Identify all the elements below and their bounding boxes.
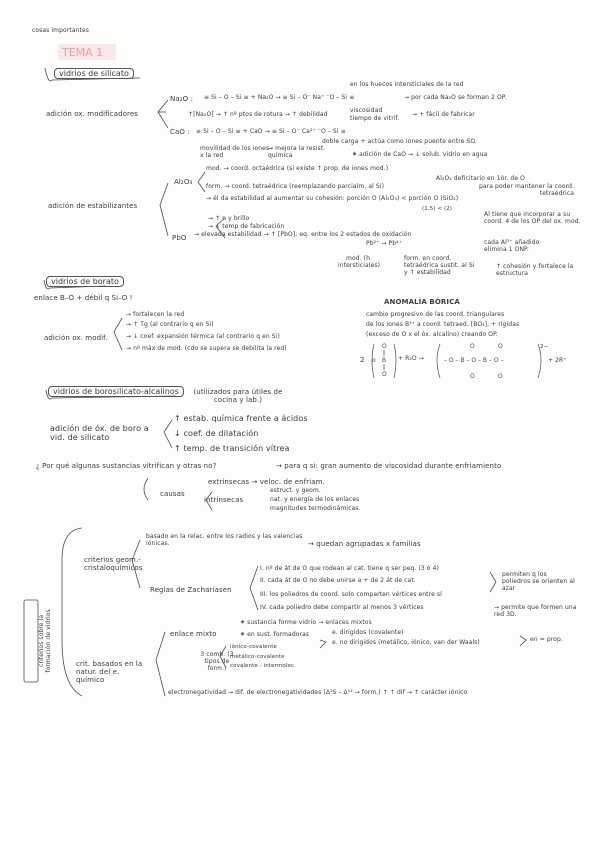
deficit-2: para poder mantener la coord. tetraédrica	[479, 183, 574, 197]
eq-right: + 2R⁺	[548, 357, 567, 364]
borato-effect-1: → fortalecen la red	[126, 311, 185, 318]
adicion-modificadores: adición ox. modificadores	[46, 110, 139, 118]
al2o3-label: Al₂O₃	[174, 178, 193, 186]
anomalia-line-1: cambio progresivo de las coord. triangulares	[366, 311, 505, 318]
zachariasen-4: IV. cada poliedro debe compartir al menos 3 vértices	[260, 604, 424, 611]
pb-ions: Pb²⁺ → Pb⁴⁺	[366, 240, 402, 247]
tiempo-vitrif: tiempo de vitrif.	[350, 115, 400, 122]
borosilicato-r3: ↑ temp. de transición vítrea	[174, 444, 290, 453]
borosilicato-r2: ↓ coef. de dilatación	[174, 429, 259, 438]
comb-3: covalente - intermolec.	[230, 663, 296, 669]
pbo-label: PbO	[172, 234, 187, 242]
en-prop: en = prop.	[530, 636, 563, 643]
tres-comb: 3 comb. (3 tipos de form.)	[200, 651, 234, 672]
mixto-2: ✷ en sust. formadoras	[240, 631, 310, 638]
question-text: ¿ Por qué algunas sustancias vitrifican y otras no?	[36, 462, 217, 470]
mejora-resist: → mejora la resist. química	[268, 145, 326, 159]
svg-text:O: O	[382, 343, 387, 350]
borosilicato-r1: ↑ estab. química frente a ácidos	[174, 414, 308, 423]
na2o-note: → por cada Na₂O se forman 2 OP.	[404, 94, 507, 101]
adicion-cao: ✷ adición de CaO → ↓ solub. vidrio en agua	[352, 151, 488, 158]
reglas-zachariasen: Reglas de Zachariasen	[150, 586, 232, 594]
boric-structure	[368, 340, 568, 386]
mod-coord: mod. → coord. octaédrica (si existe ↑ prop. de iones mod.)	[206, 165, 389, 172]
permiten-azar: permiten q los poliedros se orienten al azar	[502, 571, 575, 592]
eq-plus: + R₂O →	[398, 355, 424, 362]
anomalia-line-3: (exceso de O x el óx. alcalino) creando OP.	[366, 331, 498, 338]
causas-extrinsecas: extrínsecas → veloc. de enfriam.	[208, 478, 325, 486]
svg-text:– O – B – O – B – O –: – O – B – O – B – O –	[444, 357, 504, 364]
borosilicato-adicion: adición de óx. de boro a vid. de silicato	[50, 424, 149, 443]
comb-1: iónico-covalente	[230, 644, 277, 650]
intrinseca-3: magnitudes termodinámicas.	[270, 505, 361, 512]
comb-2: metálico-covalente	[230, 654, 285, 660]
na2o-label: Na₂O :	[170, 95, 194, 103]
criterios-vertical: criterios sobre la formación de vidrios	[38, 609, 52, 673]
na2o-equation: ≡ Si – O – Si ≡ + Na₂O → ≡ Si – O⁻ Na⁺ ⁻O – Si ≡	[204, 94, 355, 101]
causas-intrinsecas: intrínsecas	[204, 496, 244, 504]
borato-effect-4: → nº máx de mod. (cdo se supera se debilita la red)	[126, 345, 287, 352]
svg-text:O: O	[470, 373, 475, 380]
form-coord: form. → coord. tetraédrica (reemplazando parcialm. al Si)	[206, 183, 385, 190]
temp-fabric: → ↓ temp de fabricación	[208, 223, 285, 230]
brillo: → ↑ n y brillo	[208, 215, 250, 222]
svg-text:O: O	[470, 343, 475, 350]
anomalia-title: ANOMALÍA BÓRICA	[384, 298, 460, 306]
cao-label: CaO :	[170, 128, 190, 136]
mixto-no-dirigidos: e. no dirigidos (metálico, iónico, van der Waals)	[332, 639, 480, 646]
doble-carga: doble carga + actúa como iones puente entre SO.	[322, 138, 477, 145]
ratio: (1.5) < (2)	[422, 206, 453, 212]
svg-text:O: O	[498, 373, 503, 380]
electronegatividad: electronegatividad → dif. de electronegatividades (Δ¹S – Δ¹² → form.) ↑ ↑ dif → ↑ carácter iónico	[168, 689, 468, 696]
viscosidad: viscosidad	[350, 107, 383, 114]
eq-coef: 2	[360, 356, 365, 364]
causas-label: causas	[160, 490, 185, 498]
intrinseca-2: nat. y energía de los enlaces	[270, 496, 360, 503]
anomalia-line-2: de los iones B³⁺ a coord. tetraed. [BO₄], + rígidas	[366, 321, 520, 328]
svg-text:O: O	[382, 371, 387, 378]
cohesion-red: ↑ cohesión y fortalece la estructura	[496, 263, 574, 277]
zachariasen-2: II. cada át de O no debe unirse a + de 2 át de cat.	[260, 577, 416, 584]
svg-text:B: B	[382, 357, 387, 364]
criterios-quimico: crit. basados en la natur. del e. químico	[76, 660, 143, 685]
borato-adicion: adición ox. modif.	[44, 334, 108, 342]
criterios-agrupadas: → quedan agrupadas x familias	[308, 540, 421, 548]
tema-title: TEMA 1	[62, 46, 104, 59]
movilidad: movilidad de los iones x la red	[200, 145, 270, 159]
cao-equation: ≡ Si – O – Si ≡ + CaO → ≡ Si – O⁻ Ca²⁺ ⁻O – Si ≡	[196, 128, 346, 135]
zachariasen-3: III. los poliedros de coord. solo comparten vértices entre sí	[260, 591, 442, 598]
borosilicato-title: vidrios de borosilicato-alcalinos	[48, 386, 184, 397]
pbo-estabilidad: → elevada estabilidad → ↑ [PbO]: eq. entre los 2 estados de oxidación	[194, 231, 412, 238]
svg-text:O: O	[498, 343, 503, 350]
cada-al: cada Al³⁺ añadido elimina 1 ONP.	[484, 239, 540, 253]
estabilizantes-label: adición de estabilizantes	[48, 202, 138, 210]
mod-intersticiales: mod. (h. intersticiales)	[337, 255, 381, 269]
borato-effect-2: → ↑ Tg (al contrario q en Si)	[126, 321, 214, 328]
al-incorporar: Al tiene que incorporar a su coord. 4 de los OP del ox. mod.	[484, 211, 581, 225]
enlace-mixto: enlace mixto	[170, 630, 217, 638]
form-tetraedrica: form. en coord. tetraédrica sustit. al Si y ↑ estabilidad	[404, 255, 475, 276]
mixto-dirigidos: e. dirigidos (covalente)	[332, 629, 404, 636]
question-answer: → para q si: gran aumento de viscosidad durante enfriamiento	[276, 462, 502, 470]
enlace-bo: enlace B–O + débil q Si–O !	[34, 294, 133, 302]
intrinseca-1: estruct. y geom.	[270, 487, 321, 494]
na2o-effects: ↑[Na₂O] → ↑ nº ptos de rotura → ↑ debilidad	[188, 111, 328, 118]
borato-title: vidrios de borato	[46, 276, 124, 287]
deficit-1: Al₂O₃ deficitario en 1ór. de O	[436, 175, 525, 182]
silicato-title: vidrios de silicato	[54, 68, 134, 79]
svg-text:o: o	[372, 357, 376, 364]
huecos-note: en los huecos intersticiales de la red	[350, 81, 464, 88]
mixto-1: ✷ sustancia forme vidrio → enlaces mixtos	[240, 619, 372, 626]
zachariasen-1: I. nº de át de O que rodean al cat. tiene q ser peq. (3 ó 4)	[260, 565, 439, 572]
borato-effect-3: → ↓ coef. expansión térmica (al contrario q en Si)	[126, 333, 280, 340]
facil-fabricar: → + fácil de fabricar	[412, 111, 475, 118]
criterios-basado: basado en la relac. entre los radios y las valencias iónicas.	[146, 533, 303, 547]
permite-red: → permite que formen una red 3D.	[494, 604, 577, 618]
header-label: cosas importantes	[32, 27, 89, 34]
borosilicato-uso: (utilizados para útiles de cocina y lab.)	[193, 388, 283, 405]
criterios-geom: criterios geom.-cristaloquímicos	[84, 556, 143, 573]
eq-charge: 2−	[540, 344, 549, 350]
cohesion: → él da estabilidad al aumentar su cohesión: porción O (Al₂O₃) < porción O (SiO₂)	[206, 195, 459, 202]
